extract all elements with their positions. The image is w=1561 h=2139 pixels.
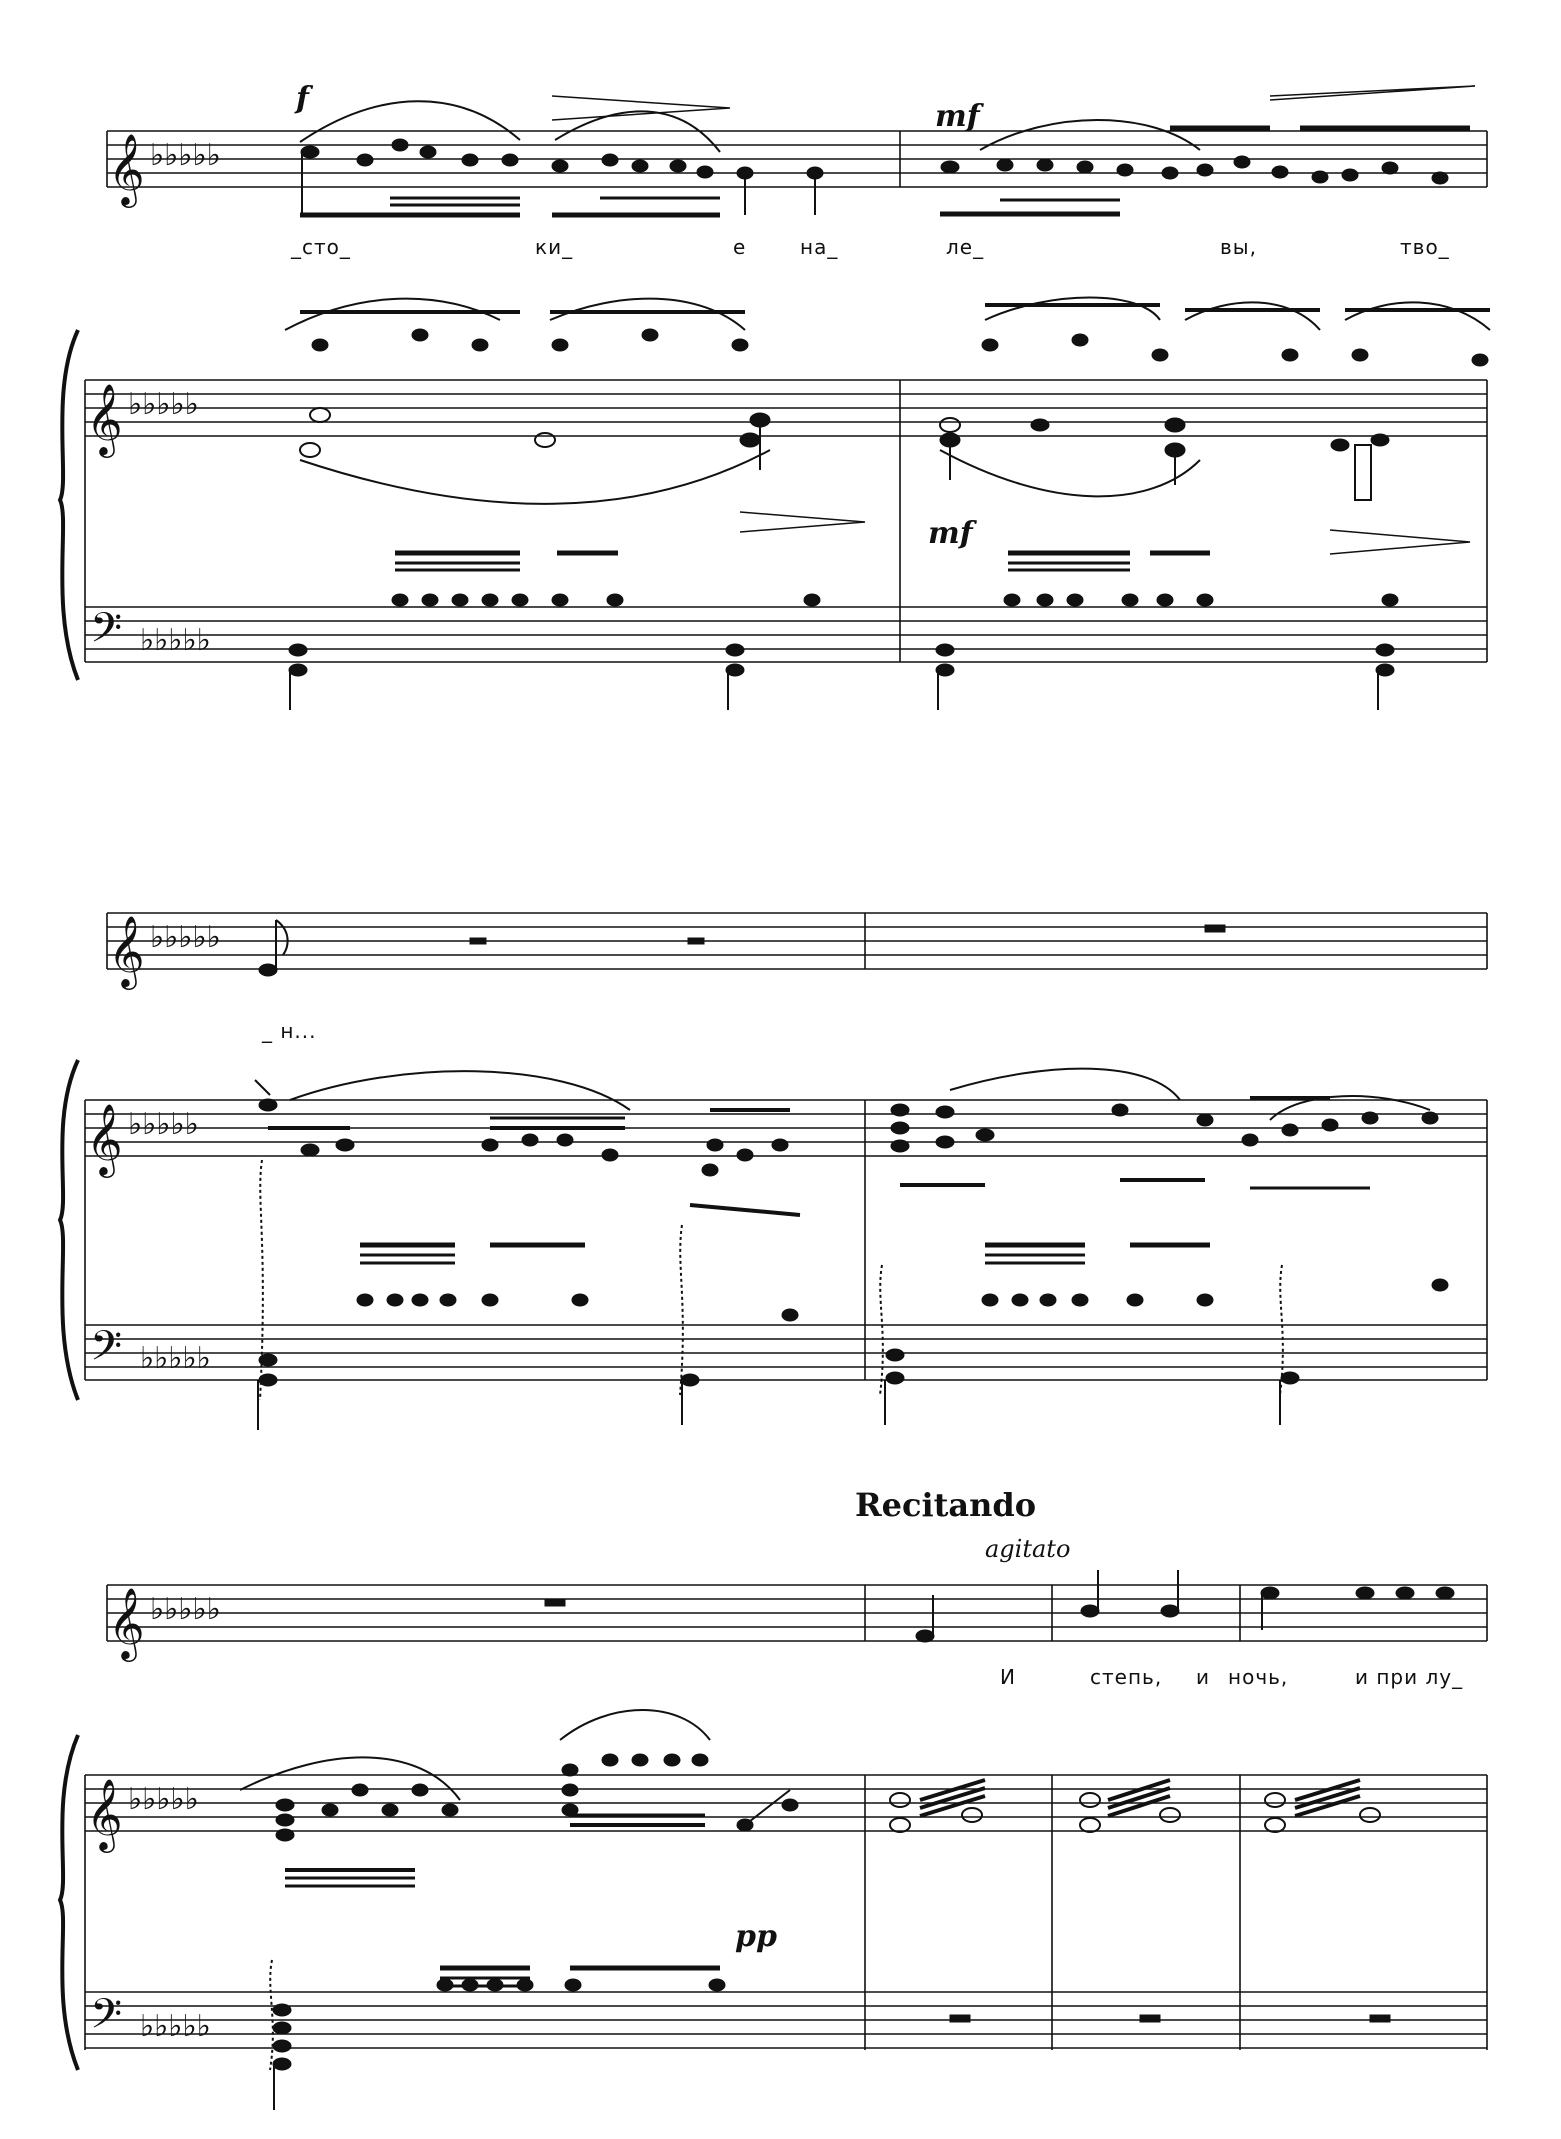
lyric-syllable: ки_ bbox=[535, 235, 574, 259]
lyric-syllable: степь, bbox=[1090, 1665, 1163, 1689]
lyric-syllable: ле_ bbox=[946, 235, 985, 259]
piano-bass-notes-1 bbox=[289, 553, 1398, 710]
lyric-syllable: е bbox=[733, 235, 747, 259]
dynamic-mf: mf bbox=[935, 99, 980, 134]
voice-staff-1 bbox=[107, 131, 1487, 187]
tempo-marking: Recitando bbox=[855, 1486, 1037, 1524]
dynamic-pp: pp bbox=[735, 1919, 777, 1954]
treble-clef-icon: 𝄞 bbox=[108, 1586, 145, 1659]
key-signature: ♭♭♭♭♭ bbox=[150, 138, 221, 173]
key-signature: ♭♭♭♭♭ bbox=[128, 1107, 199, 1142]
lyrics-3 bbox=[1000, 1665, 1463, 1689]
hairpins-2 bbox=[740, 512, 1470, 554]
key-signature: ♭♭♭♭♭ bbox=[140, 623, 211, 658]
expression-marking: agitato bbox=[985, 1535, 1071, 1563]
piano-bass-notes-3 bbox=[270, 1960, 1390, 2110]
key-signature: ♭♭♭♭♭ bbox=[128, 387, 199, 422]
voice-notes-3 bbox=[545, 1570, 1454, 1642]
piano-bass-staff-3 bbox=[85, 1992, 1487, 2048]
lyric-syllable: тво_ bbox=[1400, 235, 1450, 259]
lyric-syllable: вы, bbox=[1220, 235, 1257, 259]
piano-bass-staff-2 bbox=[85, 1325, 1487, 1380]
hairpins-1 bbox=[552, 86, 1475, 120]
treble-clef-icon: 𝄞 bbox=[86, 1102, 123, 1175]
voice-notes-1 bbox=[300, 101, 1470, 215]
system-3 bbox=[60, 1486, 1487, 2110]
lyric-syllable: и при лу_ bbox=[1355, 1665, 1464, 1689]
system-2 bbox=[60, 913, 1487, 1430]
key-signature: ♭♭♭♭♭ bbox=[140, 2009, 211, 2044]
lyric-syllable: на_ bbox=[800, 235, 839, 259]
treble-clef-icon: 𝄞 bbox=[108, 132, 145, 205]
bass-clef-icon: 𝄢 bbox=[90, 1322, 123, 1380]
key-signature: ♭♭♭♭♭ bbox=[150, 920, 221, 955]
treble-clef-icon: 𝄞 bbox=[86, 1777, 123, 1850]
key-signature: ♭♭♭♭♭ bbox=[140, 1341, 211, 1376]
lyric-syllable: И bbox=[1000, 1665, 1016, 1689]
lyric-syllable: _сто_ bbox=[291, 235, 351, 259]
voice-notes-2 bbox=[259, 920, 1225, 976]
lyrics-1 bbox=[290, 235, 1450, 259]
dynamic-f: f bbox=[296, 81, 309, 116]
grand-staff-brace bbox=[60, 330, 78, 680]
lyric-syllable: и bbox=[1196, 1665, 1210, 1689]
treble-clef-icon: 𝄞 bbox=[108, 914, 145, 987]
key-signature: ♭♭♭♭♭ bbox=[128, 1782, 199, 1817]
key-signature: ♭♭♭♭♭ bbox=[150, 1592, 221, 1627]
dynamic-mf: mf bbox=[928, 516, 973, 551]
lyric-syllable: ночь, bbox=[1228, 1665, 1289, 1689]
voice-staff-3 bbox=[107, 1585, 1487, 1641]
piano-bass-notes-2 bbox=[258, 1160, 1448, 1430]
ossia-figures-1 bbox=[285, 298, 1490, 367]
bass-clef-icon: 𝄢 bbox=[90, 1990, 123, 2048]
grand-staff-brace bbox=[60, 1060, 78, 1400]
piano-treble-staff-1 bbox=[85, 380, 1487, 662]
piano-treble-notes-3 bbox=[240, 1710, 1380, 1886]
lyric-syllable: _ н... bbox=[262, 1019, 317, 1043]
piano-treble-staff-3 bbox=[85, 1775, 1487, 2050]
system-1 bbox=[60, 81, 1490, 710]
treble-clef-icon: 𝄞 bbox=[86, 382, 123, 455]
voice-staff-2 bbox=[107, 913, 1487, 969]
grand-staff-brace bbox=[60, 1735, 78, 2070]
bass-clef-icon: 𝄢 bbox=[90, 604, 123, 662]
